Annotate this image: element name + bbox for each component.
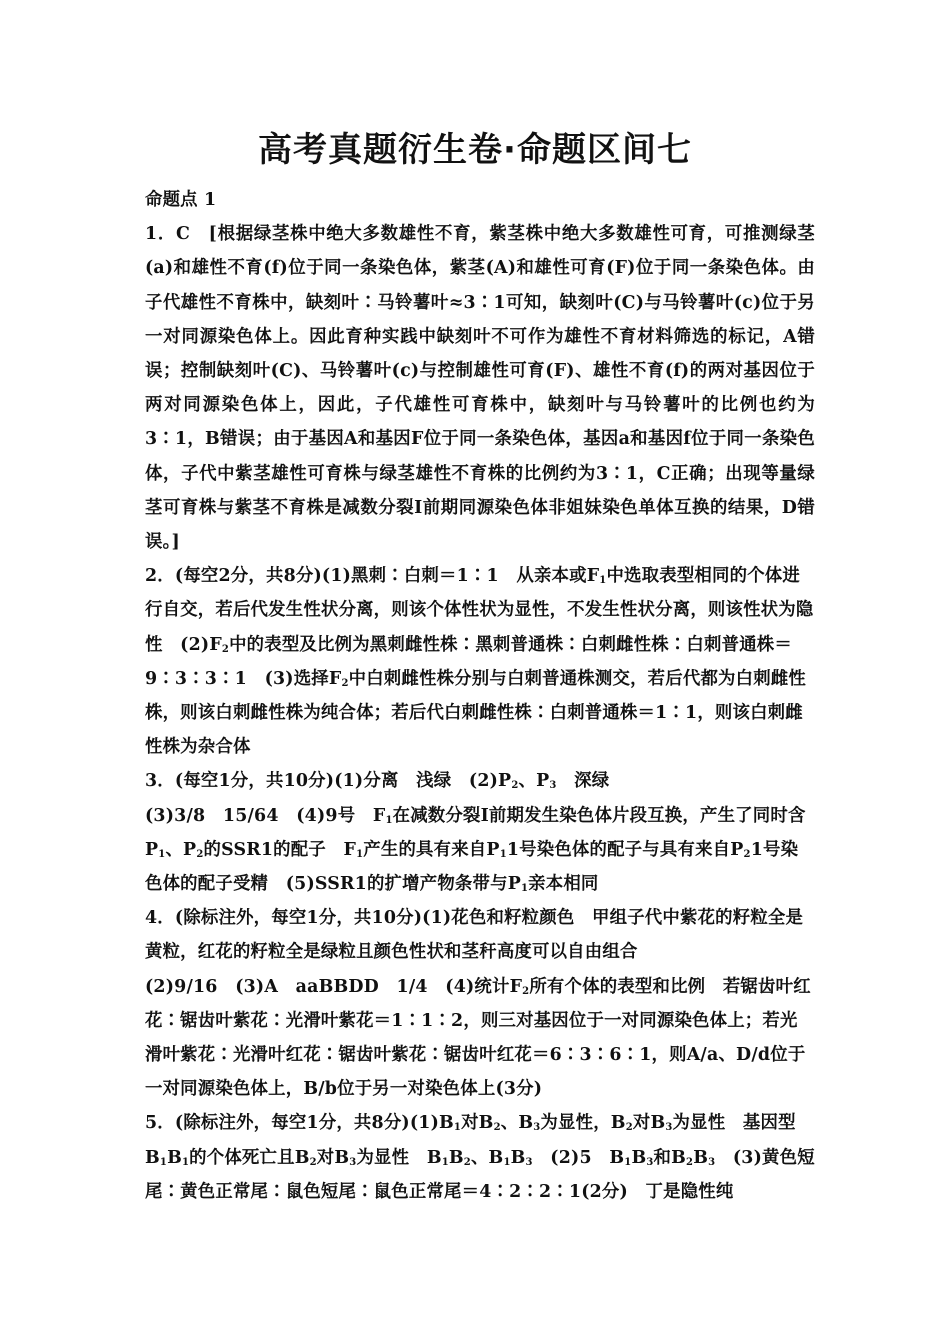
section-heading: 命题点 1	[145, 190, 217, 210]
answer-5: 5．(除标注外，每空1分，共8分)$(1)B_1$对$B_2$、$B_3$为显性，$B_2$对$B_3$为显性 基因型$B_1B_1$的个体死亡且$B_2$对$B_3$为显性 $B_1B_2$、$B_1B_3$ (2)5 $B_1B_3$和$B_2B_3$ (3)黄色短尾∶黄色正常尾∶鼠色短尾∶鼠色正常尾＝4∶2∶2∶1(2分) 丁是隐性纯	[145, 1113, 815, 1202]
answer-content	[145, 183, 815, 1209]
page-title: 高考真题衍生卷·命题区间七	[258, 130, 692, 170]
answer-3: 3．(每空1分，共10分)(1)分离 浅绿 $(2)P_2$、$P_3$ 深绿	[145, 771, 610, 792]
answer-2: 2．(每空2分，共8分)(1)黑刺∶白刺＝1∶1 从亲本或$F_1$中选取表型相同的个体进行自交，若后代发生性状分离，则该个体性状为显性，不发生性状分离，则该性状为隐性 $(2)F_2$中的表型及比例为黑刺雌性株∶黑刺普通株∶白刺雌性株∶白刺普通株＝9∶3∶3∶1 (3)选择$F_2$中白刺雌性株分别与白刺普通株测交，若后代都为白刺雌性株，则该白刺雌性株为纯合体；若后代白刺雌性株∶白刺普通株＝1∶1，则该白刺雌性株为杂合体	[145, 566, 814, 758]
answer-4: 4．(除标注外，每空1分，共10分)(1)花色和籽粒颜色 甲组子代中紫花的籽粒全是黄粒，红花的籽粒全是绿粒且颜色性状和茎秆高度可以自由组合	[145, 908, 804, 963]
answer-3-continued: (3)3/8 15/64 (4)9号 $F_1$在减数分裂Ⅰ前期发生染色体片段互换，产生了同时含$P_1$、$P_2$的SSR1的配子 $F_1$产生的具有来自$P_11$号染色体的配子与具有来自$P_21$号染色体的配子受精 (5)SSR1的扩增产物条带与$P_1$亲本相同	[145, 805, 806, 895]
answer-4-continued: (2)9/16 (3)A aaBBDD 1/4 (4)统计$F_2$所有个体的表型和比例 若锯齿叶红花∶锯齿叶紫花∶光滑叶紫花＝1∶1∶2，则三对基因位于一对同源染色体上；若光滑叶紫花∶光滑叶红花∶锯齿叶紫花∶锯齿叶红花＝6∶3∶6∶1，则A/a、D/d位于一对同源染色体上，B/b位于另一对染色体上(3分)	[145, 976, 811, 1100]
answer-1: 1．C [根据绿茎株中绝大多数雄性不育，紫茎株中绝大多数雄性可育，可推测绿茎(a)和雄性不育(f)位于同一条染色体，紫茎(A)和雄性可育(F)位于同一条染色体。由子代雄性不育株中，缺刻叶∶马铃薯叶≈3∶1可知，缺刻叶(C)与马铃薯叶(c)位于另一对同源染色体上。因此育种实践中缺刻叶不可作为雄性不育材料筛选的标记，A错误；控制缺刻叶(C)、马铃薯叶(c)与控制雄性可育(F)、雄性不育(f)的两对基因位于两对同源染色体上，因此，子代雄性可育株中，缺刻叶与马铃薯叶的比例也约为3∶1，B错误；由于基因A和基因F位于同一条染色体，基因a和基因f位于同一条染色体，子代中紫茎雄性可育株与绿茎雄性不育株的比例约为3∶1，C正确；出现等量绿茎可育株与紫茎不育株是减数分裂Ⅰ前期同源染色体非姐妹染色单体互换的结果，D错误。]	[145, 224, 815, 553]
